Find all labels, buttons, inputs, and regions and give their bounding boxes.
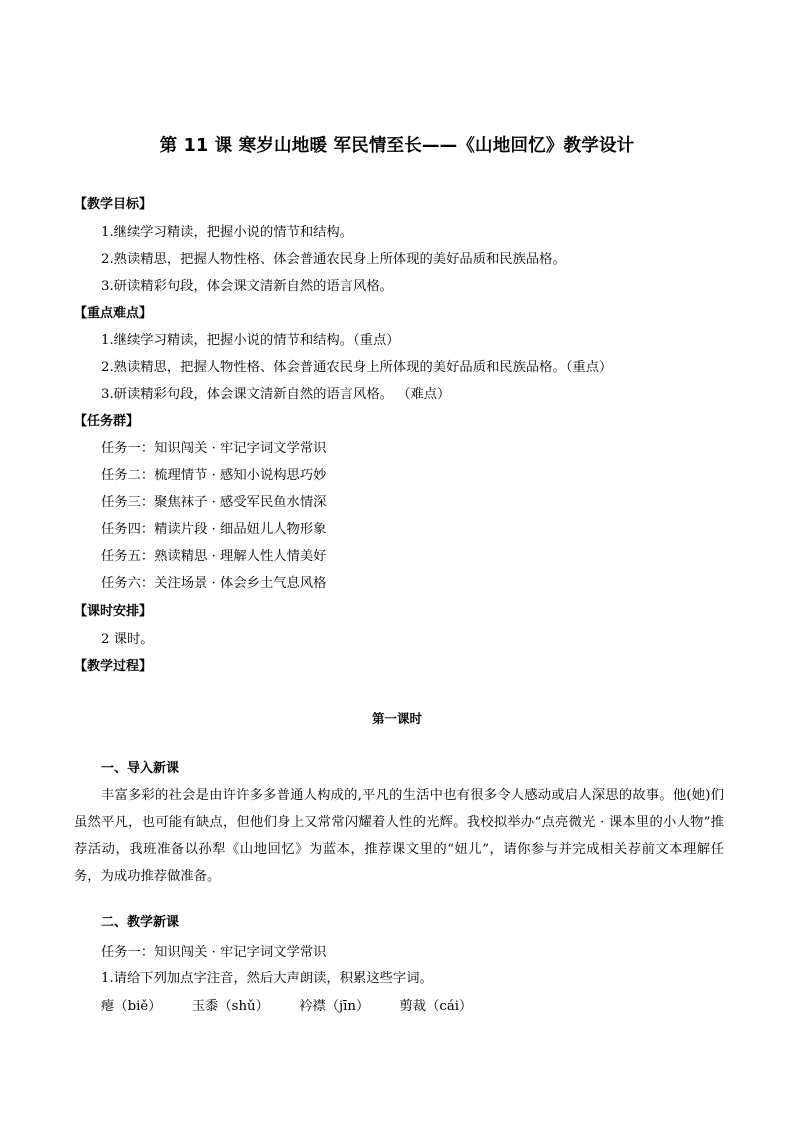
task-title: 任务一：知识闯关 · 牢记字词文学常识 bbox=[101, 945, 327, 960]
tasks-heading: 【任务群】 bbox=[74, 414, 140, 429]
section-title: 二、教学新课 bbox=[101, 915, 180, 930]
section-title: 一、导入新课 bbox=[101, 761, 180, 776]
objectives-heading: 【教学目标】 bbox=[74, 197, 153, 212]
word-item: 玉黍（shǔ） bbox=[191, 999, 269, 1014]
word-item: 衿襟（jīn） bbox=[299, 999, 370, 1014]
word-list bbox=[101, 998, 498, 1016]
task-instruction: 1.请给下列加点字注音，然后大声朗读，积累这些字词。 bbox=[101, 971, 433, 986]
process-heading: 【教学过程】 bbox=[74, 659, 153, 674]
objective-item: 2.熟读精思，把握人物性格、体会普通农民身上所体现的美好品质和民族品格。 bbox=[101, 252, 566, 267]
task-item: 任务四：精读片段 · 细品妞儿人物形象 bbox=[101, 522, 327, 537]
lesson-title: 第一课时 bbox=[371, 711, 422, 726]
keypoint-item: 3.研读精彩句段，体会课文清新自然的语言风格。 （难点） bbox=[101, 387, 451, 402]
keypoint-item: 2.熟读精思，把握人物性格、体会普通农民身上所体现的美好品质和民族品格。（重点） bbox=[101, 360, 613, 375]
schedule-text: 2 课时。 bbox=[101, 632, 154, 647]
word-item: 剪裁（cái） bbox=[399, 999, 473, 1014]
objective-item: 1.继续学习精读，把握小说的情节和结构。 bbox=[101, 225, 354, 240]
document-title: 第 11 课 寒岁山地暖 军民情至长——《山地回忆》教学设计 bbox=[159, 136, 635, 156]
intro-paragraph: 丰富多彩的社会是由许许多多普通人构成的,平凡的生活中也有很多令人感动或启人深思的故事。他(她)们虽然平凡，也可能有缺点，但他们身上又常常闪耀着人性的光辉。我校拟举办“点亮微光 · 课本里的小人物”推荐活动，我班准备以孙犁《山地回忆》为蓝本，推荐课文里的“妞儿”，请你参与并完成相关荐前文本理解任务，为成功推荐做准备。 bbox=[74, 788, 724, 884]
keypoints-heading: 【重点难点】 bbox=[74, 306, 153, 321]
task-item: 任务一：知识闯关 · 牢记字词文学常识 bbox=[101, 441, 327, 456]
schedule-heading: 【课时安排】 bbox=[74, 604, 153, 619]
task-item: 任务二：梳理情节 · 感知小说构思巧妙 bbox=[101, 468, 327, 483]
task-item: 任务三：聚焦袜子 · 感受军民鱼水情深 bbox=[101, 495, 327, 510]
keypoint-item: 1.继续学习精读，把握小说的情节和结构。（重点） bbox=[101, 333, 400, 348]
task-item: 任务五：熟读精思 · 理解人性人情美好 bbox=[101, 549, 327, 564]
task-item: 任务六：关注场景 · 体会乡土气息风格 bbox=[101, 576, 327, 591]
word-item: 瘪（biě） bbox=[101, 999, 162, 1014]
objective-item: 3.研读精彩句段，体会课文清新自然的语言风格。 bbox=[101, 279, 393, 294]
